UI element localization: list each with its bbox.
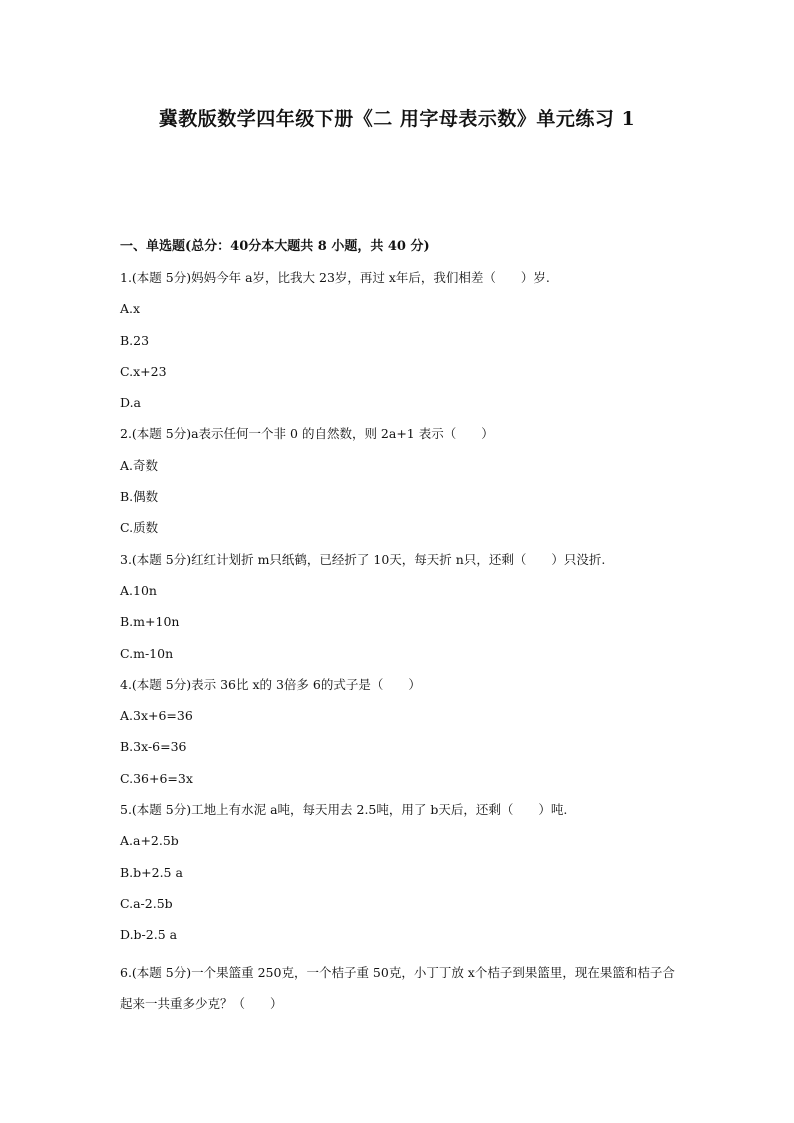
option-c: C.a-2.5b — [120, 895, 173, 911]
question-5 — [120, 800, 680, 945]
question-stem: 5.(本题 5分)工地上有水泥 a吨，每天用去 2.5吨，用了 b天后，还剩（ ）吨. — [120, 802, 568, 818]
question-stem: 1.(本题 5分)妈妈今年 a岁，比我大 23岁，再过 x年后，我们相差（ ）岁. — [120, 270, 550, 285]
option-b: B.23 — [120, 332, 150, 348]
option-b: B.偶数 — [120, 489, 159, 505]
option-a: A.10n — [120, 582, 157, 598]
option-b: B.b+2.5 a — [120, 864, 183, 880]
option-a: A.奇数 — [120, 457, 159, 473]
question-4 — [120, 675, 680, 789]
question-stem: 6.(本题 5分)一个果篮重 250克，一个桔子重 50克，小丁丁放 x个桔子到果篮里，现在果篮和桔子合起来一共重多少克？（ ） — [120, 964, 675, 1011]
exercise-content — [120, 237, 680, 1019]
option-c: C.x+23 — [120, 363, 167, 379]
question-6 — [120, 957, 680, 1020]
option-b: B.3x-6=36 — [120, 739, 187, 755]
question-2 — [120, 424, 680, 538]
option-c: C.m-10n — [120, 645, 174, 661]
option-a: A.3x+6=36 — [120, 708, 193, 724]
question-stem: 2.(本题 5分)a表示任何一个非 0 的自然数，则 2a+1 表示（ ） — [120, 426, 494, 442]
option-a: A.x — [120, 301, 141, 317]
question-stem: 3.(本题 5分)红红计划折 m只纸鹤，已经折了 10天，每天折 n只，还剩（ ）只没折. — [120, 551, 606, 567]
question-stem: 4.(本题 5分)表示 36比 x的 3倍多 6的式子是（ ） — [120, 676, 421, 692]
question-1 — [120, 268, 680, 413]
option-a: A.a+2.5b — [120, 833, 179, 849]
option-c: C.36+6=3x — [120, 770, 193, 786]
section-heading: 一、单选题(总分：40分本大题共 8 小题，共 40 分) — [120, 239, 430, 254]
option-b: B.m+10n — [120, 614, 180, 630]
option-c: C.质数 — [120, 520, 159, 536]
question-3 — [120, 550, 680, 664]
option-d: D.a — [120, 395, 142, 411]
document-title: 冀教版数学四年级下册《二 用字母表示数》单元练习 1 — [158, 108, 636, 130]
option-d: D.b-2.5 a — [120, 927, 178, 943]
